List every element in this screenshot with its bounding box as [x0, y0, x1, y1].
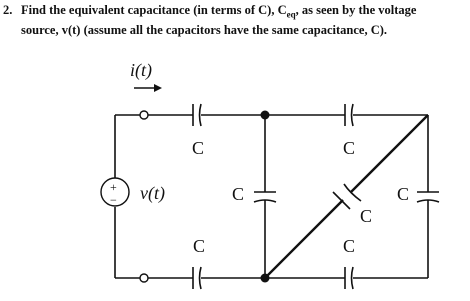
voltage-source — [101, 178, 129, 207]
junction-top — [261, 111, 270, 120]
capacitor-top-left — [193, 104, 201, 126]
source-plus: + — [110, 180, 117, 194]
problem-line2: source, v(t) (assume all the capacitors have the same capacitance, C). — [21, 22, 388, 37]
cap-label-top-right: C — [343, 138, 356, 158]
cap-label-diagonal: C — [360, 206, 373, 226]
source-label: v(t) — [140, 183, 165, 203]
junction-bottom — [261, 274, 270, 283]
right-branch — [417, 115, 439, 278]
source-minus: − — [110, 193, 117, 207]
middle-branch — [254, 115, 276, 278]
problem-line1: Find the equivalent capacitance (in terms of C), C — [21, 3, 287, 17]
capacitor-top-right — [345, 104, 353, 126]
bottom-terminal — [140, 274, 148, 282]
cap-label-right-vertical: C — [397, 184, 410, 204]
capacitor-bottom-right — [345, 267, 353, 289]
cap-label-bottom-left: C — [193, 236, 206, 256]
problem-number: 2. — [3, 3, 13, 17]
cap-label-mid-vertical: C — [232, 184, 245, 204]
current-label: i(t) — [130, 60, 152, 80]
cap-label-bottom-right: C — [343, 236, 356, 256]
cap-label-top-left: C — [192, 138, 205, 158]
current-arrow — [134, 84, 162, 92]
problem-line1-tail: , as seen by the voltage — [295, 3, 417, 17]
problem-line1-subscript: eq — [286, 9, 296, 20]
capacitor-bottom-left — [193, 267, 201, 289]
top-terminal — [140, 111, 148, 119]
